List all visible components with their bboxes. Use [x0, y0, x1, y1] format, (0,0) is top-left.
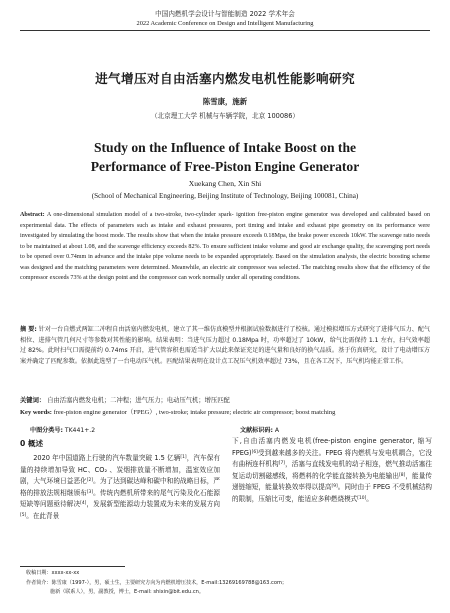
- body-text: ，能量传递链缩短，能量转换效率得以提高: [232, 471, 433, 492]
- citation: [8]: [399, 472, 406, 478]
- body-text: ，活塞与直线发电机的动子相连，燃气推动活塞往复运动切割磁感线，将燃料的化学能直接转换为电能输出: [232, 460, 433, 480]
- citation: [2]: [86, 478, 94, 483]
- document-code-value: A: [274, 427, 280, 434]
- keywords-cn-label: 关键词：: [20, 397, 46, 404]
- running-head: [0, 10, 450, 28]
- body-text: 受到越来越多的关注。FPEG 将内燃机与发电机耦合，它没有曲柄连杆机构: [232, 448, 432, 469]
- citation: [1]: [180, 454, 187, 460]
- body-paragraph-left: [20, 453, 220, 523]
- classification-number: [30, 425, 95, 434]
- body-text: ，汽车保有量的持续增加导致 HC、CO₂ 、炭烟排放量不断增加，温室效应加剧，大气环境日益恶化: [20, 454, 220, 486]
- abstract-en: [20, 210, 430, 284]
- authors-cn: 陈雪康，施新: [202, 97, 248, 106]
- document-code: [240, 425, 279, 434]
- citation: [3]: [86, 489, 94, 495]
- body-paragraph-right: [232, 436, 432, 506]
- citation: [10]: [357, 495, 367, 501]
- citation: [9]: [331, 484, 338, 490]
- keywords-cn-text: 自由活塞内燃发电机；二冲程；进气压力；电动压气机；增压匹配: [47, 397, 230, 404]
- header-rule: [20, 30, 430, 31]
- keywords-en-label: Key words:: [20, 409, 52, 416]
- abstract-cn-text: 针对一台自燃式两缸二冲程自由活塞内燃发电机，建立了其一维仿真模型并根据试验数据进行了校核。通过模拟增压方式研究了进排气压力、配气相位、进排气管几何尺寸等参数对其性能的影响。结果表明：当进气压力超过 0.18Mpa 时，功率超过了 10kW，给气比需保持 1.1 左右，扫气效率超过 82%。此时扫气口需提前约 0.74ms 开启，进气管容积也需适当扩大以此来保证充足的进气量和良好的换气品质。基于仿真研究，设计了电动增压方案并确定了匹配参数。依据此选型了一台电动压气机。匹配结果表明在设计点工况压气机效率超过 73%，且在各工况下，压气机均能正常工作。: [20, 326, 431, 365]
- body-text: 。在此背景: [26, 511, 60, 520]
- running-head-en: 2022 Academic Conference on Design and Intelligent Manufacturing: [136, 20, 314, 27]
- keywords-en-text: free-piston engine generator（FPEG）, two-stroke; intake pressure; electric air compressor; boost matching: [53, 409, 336, 416]
- body-text: 。为了达到碳达峰和碳中和的战略目标，严格的排放法规相继颁布: [20, 477, 221, 497]
- title-cn: 进气增压对自由活塞内燃发电机性能影响研究: [95, 71, 355, 86]
- running-head-cn: 中国内燃机学会设计与智能制造 2022 学术年会: [155, 10, 295, 18]
- footnote-contact: 施新（联系人），男，副教授，博士，E-mail: shixin@bit.edu.cn。: [50, 589, 205, 596]
- body-column-right: [232, 436, 432, 506]
- citation: [7]: [278, 461, 286, 466]
- affiliation-en: (School of Mechanical Engineering, Beijing Institute of Technology, Beijing 100081, China): [91, 192, 359, 200]
- footnote-author-info: 作者简介：陈雪康（1997-），男，硕士生，主要研究方向为内燃机增压技术，E-mail:13269169788@163.com；: [26, 579, 287, 586]
- abstract-cn: [20, 325, 430, 367]
- abstract-en-text: A one-dimensional simulation model of a two-stroke, two-cylinder spark- ignition free-piston engine generator was developed and calibrated based on experimental data. The effects of parameters such as intake and exhaust pressures, port timing and intake and exhaust pipe geometry on its performance were investigated by simulating the boost mode. The results show that when the intake pressure exceeds 0.18Mpa, the brake power exceeds 10kW. The scavenge ratio needs to be maintained at about 1.08, and the scavenge efficiency exceeds 82%. To ensure sufficient intake volume and good air exchange quality, the scavenging port needs to be opened over 0.74mm in advance and the intake pipe volume needs to be expanded appropriately. Based on the simulation analysis, the electric boosting scheme was designed and the matching parameters were determined. Meanwhile, an electric air compressor was selected. The matching results show that the efficiency of the compressor exceeds 73% at the design point and the compressor can work normally under all operating conditions.: [20, 212, 431, 281]
- citation: [5]: [20, 512, 27, 518]
- body-text: 2020 年中国道路上行驶的汽车数量突破 1.5 亿辆: [33, 454, 181, 462]
- classification-number-label: 中图分类号:: [30, 427, 63, 434]
- body-text: ，发展新型能源动力装置成为未来的发展方向: [86, 500, 221, 509]
- authors-en: Xuekang Chen, Xin Shi: [188, 179, 262, 188]
- footnotes: [26, 569, 430, 598]
- abstract-en-label: Abstract:: [20, 212, 45, 218]
- keywords-cn: [20, 396, 430, 406]
- body-text: 下,自由活塞内燃发电机(free-piston engine generator, 缩写 FPEG): [232, 437, 432, 457]
- affiliation-cn: （北京理工大学 机械与车辆学院，北京 100086）: [150, 112, 300, 120]
- citation: [6]: [251, 449, 258, 455]
- section-heading: 0 概述: [20, 439, 44, 448]
- document-code-label: 文献标识码:: [240, 427, 273, 434]
- body-text: 。: [366, 494, 373, 503]
- footnote-rule: [20, 566, 125, 567]
- abstract-cn-label: 摘 要:: [20, 326, 37, 333]
- footnote-received: 收稿日期：xxxx-xx-xx: [26, 570, 80, 576]
- body-text: 。传统内燃机所带来的尾气污染及化石能源短缺等问题亟待解决: [20, 488, 221, 509]
- body-text: 。同时由于 FPEG 不受机械结构的限制，压缩比可变，能适应多种燃烧模式: [232, 483, 432, 503]
- body-column-left: [20, 436, 220, 523]
- title-en: Study on the Influence of Intake Boost on the Performance of Free-Piston Engine Generator: [90, 140, 360, 174]
- classification-number-value: TK441+.2: [64, 427, 96, 434]
- citation: [4]: [80, 501, 87, 507]
- keywords-en: [20, 408, 430, 418]
